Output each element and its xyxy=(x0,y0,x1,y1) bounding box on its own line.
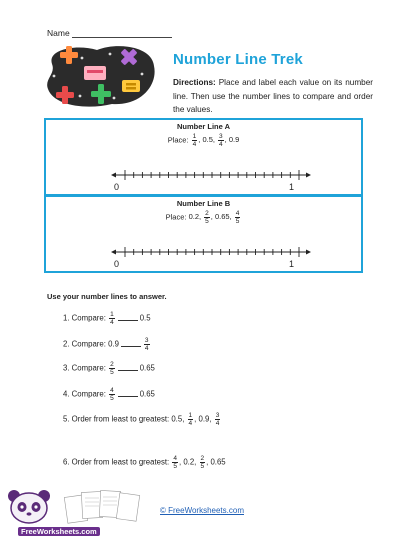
denominator: 5 xyxy=(235,218,240,225)
answer-blank[interactable] xyxy=(118,320,138,321)
number-line-a-place xyxy=(46,133,361,148)
place-value xyxy=(192,133,198,148)
page-title: Number Line Trek xyxy=(173,51,303,68)
right-value: 0.65 xyxy=(139,363,155,373)
separator: , xyxy=(194,457,199,467)
question-4 xyxy=(63,387,155,402)
separator: , xyxy=(182,414,187,424)
order-value: 0.5 xyxy=(171,414,183,424)
numerator: 2 xyxy=(110,361,114,368)
answer-blank[interactable] xyxy=(118,370,138,371)
numerator: 3 xyxy=(219,133,223,140)
question-number: 2. xyxy=(63,339,72,349)
denominator: 4 xyxy=(192,141,197,148)
denominator: 4 xyxy=(219,141,223,148)
answer-blank[interactable] xyxy=(118,396,138,397)
right-value: 0.65 xyxy=(139,389,155,399)
worksheet-thumbnails xyxy=(62,486,148,530)
left-value xyxy=(109,387,115,402)
order-value xyxy=(188,412,194,427)
number-line-a-title: Number Line A xyxy=(176,122,231,131)
numerator: 3 xyxy=(144,337,149,344)
place-values xyxy=(191,133,240,148)
right-value: 0.5 xyxy=(139,313,151,323)
question-number: 6. xyxy=(63,457,72,467)
left-value xyxy=(109,361,115,376)
place-value: 0.9 xyxy=(228,135,240,145)
numerator: 1 xyxy=(110,311,114,318)
name-label: Name xyxy=(47,28,70,38)
numerator: 1 xyxy=(192,133,197,140)
question-5 xyxy=(63,412,221,427)
question-6 xyxy=(63,455,226,470)
number-line-a-box xyxy=(44,118,363,196)
separator: , xyxy=(194,414,199,424)
denominator: 5 xyxy=(110,395,114,402)
order-value xyxy=(172,455,178,470)
question-number: 3. xyxy=(63,363,72,373)
order-value xyxy=(200,455,206,470)
place-prefix: Place: xyxy=(167,135,191,145)
denominator: 5 xyxy=(110,369,114,376)
separator: , xyxy=(198,135,203,145)
denominator: 5 xyxy=(200,463,205,470)
separator: , xyxy=(206,457,211,467)
denominator: 5 xyxy=(173,463,177,470)
answer-blank[interactable] xyxy=(121,346,141,347)
question-1 xyxy=(63,311,151,326)
separator: , xyxy=(178,457,184,467)
question-prefix: Compare: xyxy=(71,339,109,349)
question-number: 1. xyxy=(63,313,72,323)
number-line-b-title: Number Line B xyxy=(176,199,231,208)
question-number: 5. xyxy=(63,414,72,424)
question-2 xyxy=(63,337,151,352)
panda-mascot-icon xyxy=(4,488,62,530)
separator: , xyxy=(224,135,229,145)
math-symbols-illustration xyxy=(42,44,157,110)
number-line-b-place xyxy=(46,210,361,225)
question-number: 4. xyxy=(63,389,72,399)
directions-label: Directions: xyxy=(173,78,216,87)
numerator: 3 xyxy=(215,412,220,419)
number-line-a-end-label: 1 xyxy=(289,182,295,192)
separator: , xyxy=(229,212,234,222)
order-value xyxy=(215,412,221,427)
instructions: Use your number lines to answer. xyxy=(47,292,167,301)
question-prefix: Compare: xyxy=(71,363,109,373)
numerator: 4 xyxy=(173,455,177,462)
number-line-b-box xyxy=(44,195,363,273)
number-line-b[interactable] xyxy=(111,245,311,259)
denominator: 5 xyxy=(205,218,209,225)
place-value xyxy=(204,210,210,225)
directions xyxy=(173,76,373,117)
separator: , xyxy=(210,212,215,222)
numerator: 4 xyxy=(235,210,240,217)
separator: , xyxy=(199,212,204,222)
question-prefix: Compare: xyxy=(71,389,109,399)
left-value xyxy=(109,311,115,326)
denominator: 4 xyxy=(215,420,220,427)
footer-link[interactable]: © FreeWorksheets.com xyxy=(160,506,244,515)
denominator: 4 xyxy=(188,420,193,427)
question-prefix: Order from least to greatest: xyxy=(71,457,172,467)
place-values xyxy=(188,210,242,225)
place-value: 0.5 xyxy=(202,135,213,145)
number-line-b-start-label: 0 xyxy=(114,259,120,269)
number-line-a-start-label: 0 xyxy=(114,182,120,192)
number-line-b-end-label: 1 xyxy=(289,259,295,269)
directions-text: Place and label each value on its number line. Then use the number lines to compare and order the values. xyxy=(173,78,373,114)
left-value: 0.9 xyxy=(108,339,119,349)
order-value: 0.9 xyxy=(198,414,210,424)
place-value xyxy=(218,133,224,148)
denominator: 4 xyxy=(144,345,149,352)
order-value: 0.2 xyxy=(183,457,195,467)
numerator: 2 xyxy=(200,455,205,462)
place-value xyxy=(235,210,241,225)
denominator: 4 xyxy=(110,319,114,326)
numerator: 1 xyxy=(188,412,193,419)
number-line-a[interactable] xyxy=(111,168,311,182)
place-value: 0.2 xyxy=(188,212,199,222)
right-value xyxy=(144,337,150,352)
numerator: 4 xyxy=(110,387,114,394)
separator: , xyxy=(209,414,214,424)
numerator: 2 xyxy=(205,210,209,217)
separator: , xyxy=(212,135,218,145)
question-prefix: Order from least to greatest: xyxy=(71,414,172,424)
place-value: 0.65 xyxy=(214,212,230,222)
question-3 xyxy=(63,361,155,376)
place-prefix: Place: xyxy=(165,212,189,222)
order-value: 0.65 xyxy=(210,457,226,467)
question-prefix: Compare: xyxy=(71,313,109,323)
name-field-line[interactable] xyxy=(72,37,172,38)
brand-logo-text: FreeWorksheets.com xyxy=(18,527,100,536)
